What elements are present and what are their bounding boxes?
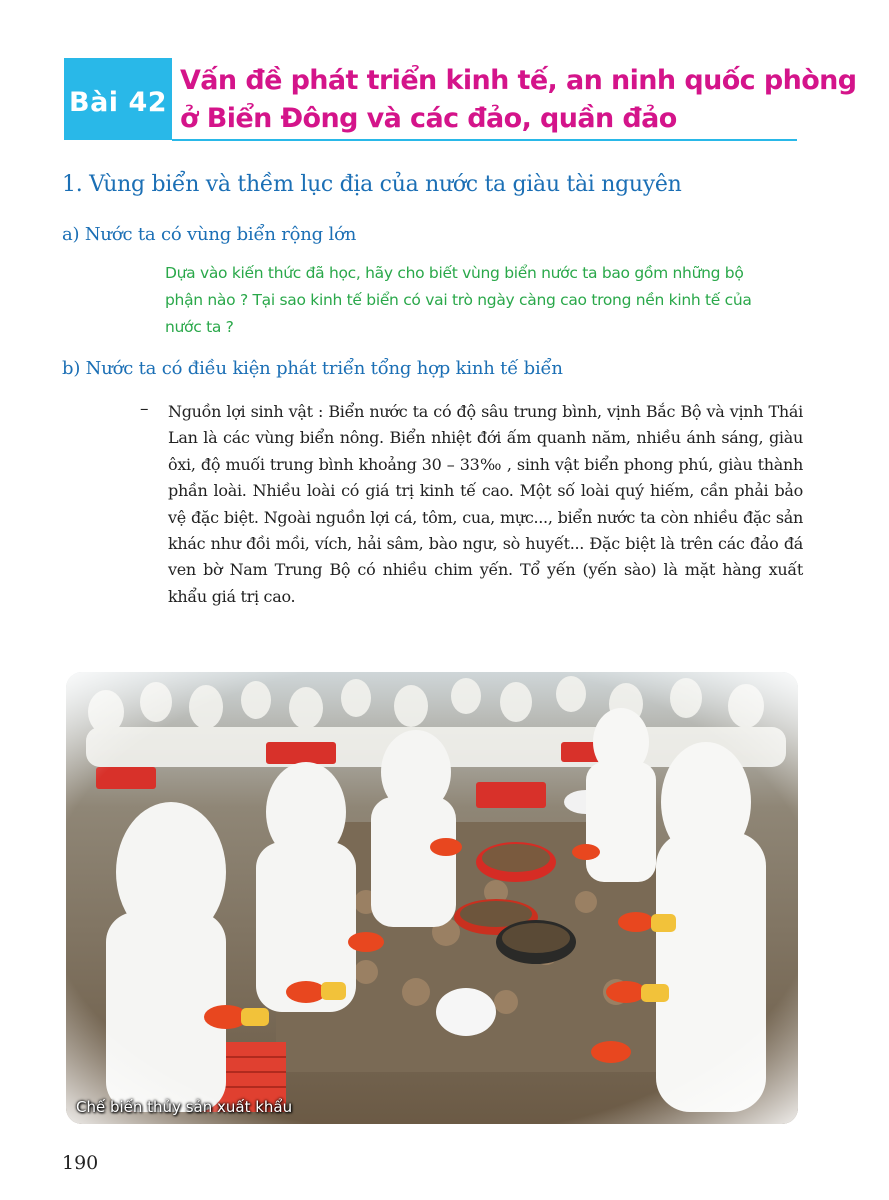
body-paragraph: Nguồn lợi sinh vật : Biển nước ta có độ sâu trung bình, vịnh Bắc Bộ và vịnh Thái Lan là các vùng biển nông. Biển nhiệt đới ấm quanh năm, nhiều ánh sáng, giàu ôxi, độ muối trung bình khoảng 30 – 33‰ , sinh vật biển phong phú, giàu thành phần loài. Nhiều loài có giá trị kinh tế cao. Một số loài quý hiếm, cần phải bảo vệ đặc biệt. Ngoài nguồn lợi cá, tôm, cua, mực..., biển nước ta còn nhiều đặc sản khác như đồi mồi, vích, hải sâm, bào ngư, sò huyết... Đặc biệt là trên các đảo đá ven bờ Nam Trung Bộ có nhiều chim yến. Tổ yến (yến sào) là mặt hàng xuất khẩu giá trị cao. [168, 402, 803, 606]
photo-caption: Chế biến thủy sản xuất khẩu [76, 1098, 293, 1116]
title-underline [172, 139, 797, 141]
section-heading: 1. Vùng biển và thềm lục địa của nước ta giàu tài nguyên [62, 172, 682, 197]
question-line-1: Dựa vào kiến thức đã học, hãy cho biết vùng biển nước ta bao gồm những bộ [165, 264, 744, 282]
lesson-title-line-1: Vấn đề phát triển kinh tế, an ninh quốc phòng [180, 65, 857, 96]
page-number: 190 [62, 1152, 99, 1174]
bullet-dash: – [140, 399, 149, 419]
lesson-title [180, 62, 857, 138]
question-line-2: phận nào ? Tại sao kinh tế biển có vai trò ngày càng cao trong nền kinh tế của [165, 291, 752, 309]
lesson-number: Bài 42 [68, 86, 168, 118]
question-line-3: nước ta ? [165, 318, 234, 336]
subsection-a-heading: a) Nước ta có vùng biển rộng lớn [62, 224, 357, 245]
subsection-b-heading: b) Nước ta có điều kiện phát triển tổng hợp kinh tế biển [62, 358, 563, 379]
seafood-processing-photo [66, 672, 798, 1124]
photo-illustration [66, 672, 798, 1124]
lesson-title-line-2: ở Biển Đông và các đảo, quần đảo [180, 103, 677, 134]
question-prompt [165, 260, 815, 341]
lesson-number-box [64, 58, 172, 140]
